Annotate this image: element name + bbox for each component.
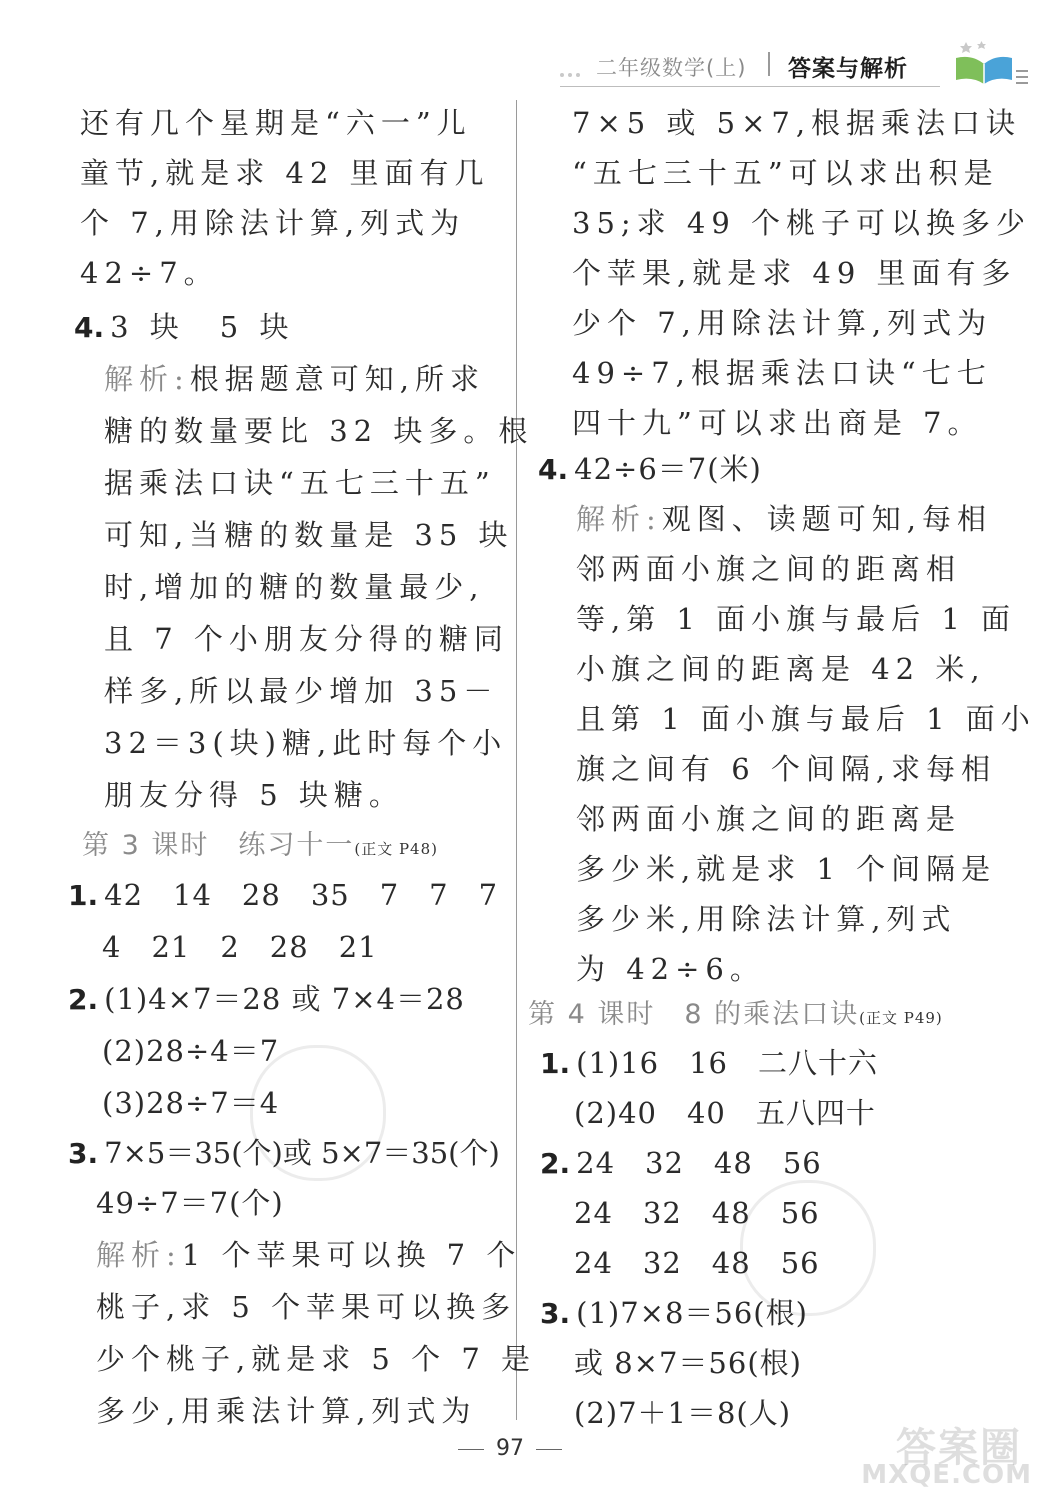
lesson-heading: 第 3 课时 练习十一(正文 P48): [82, 830, 438, 861]
practice-3: 3. 7×5＝35(个)或 5×7＝35(个): [68, 1136, 500, 1170]
decorative-dots: [560, 62, 590, 68]
page-number: 97: [430, 1436, 590, 1461]
explanation-label: 解析:: [104, 362, 190, 396]
text-line: 49÷7＝7(个): [96, 1186, 284, 1220]
explanation-line: 解析:根据题意可知,所求: [104, 362, 485, 396]
text-line: 童节,就是求 42 里面有几: [80, 156, 490, 190]
question-number: 4.: [74, 311, 105, 344]
text-line: 旗之间有 6 个间隔,求每相: [576, 752, 997, 786]
text-line: 32＝3(块)糖,此时每个小: [104, 726, 508, 760]
text-line: 邻两面小旗之间的距离相: [576, 552, 962, 586]
open-book-icon: [950, 40, 1030, 88]
watermark-logo: 答案圈 MXQE.COM: [861, 1425, 1032, 1490]
text-line: 为 42÷6。: [576, 952, 765, 986]
text-line: 邻两面小旗之间的距离是: [576, 802, 962, 836]
text-line: 朋友分得 5 块糖。: [104, 778, 404, 812]
text-line: (2)28÷4＝7: [102, 1034, 280, 1068]
text-line: 据乘法口诀“五七三十五”: [104, 466, 496, 500]
running-header: [560, 40, 1040, 90]
column-divider: [516, 100, 517, 1420]
explanation-line: 解析:1 个苹果可以换 7 个: [96, 1238, 522, 1272]
text-line: 桃子,求 5 个苹果可以换多: [96, 1290, 517, 1324]
lesson-heading: 第 4 课时 8 的乘法口诀(正文 P49): [528, 999, 943, 1030]
text-line: 且第 1 面小旗与最后 1 面小: [576, 702, 1036, 736]
question-4-answer: 4. 3 块 5 块: [74, 310, 295, 344]
text-line: 少个 7,用除法计算,列式为: [572, 306, 993, 340]
text-line: 或 8×7＝56(根): [574, 1346, 802, 1380]
text-line: 糖的数量要比 32 块多。根: [104, 414, 534, 448]
question-4-answer: 4. 42÷6＝7(米): [538, 452, 762, 486]
explanation-label: 解析:: [96, 1238, 182, 1272]
question-number: 3.: [68, 1137, 99, 1170]
text-line: 且 7 个小朋友分得的糖同: [104, 622, 509, 656]
text-line: 42÷7。: [80, 256, 219, 290]
practice-2: 2. (1)4×7＝28 或 7×4＝28: [68, 982, 465, 1016]
text-line: 少个桃子,就是求 5 个 7 是: [96, 1342, 536, 1376]
text-line: 个苹果,就是求 49 里面有多: [572, 256, 1017, 290]
text-line: 4 21 2 28 21: [102, 930, 378, 964]
text-line: “五七三十五”可以求出积是: [572, 156, 999, 190]
practice-1: 1. 42 14 28 35 7 7 7: [68, 878, 499, 912]
book-subject: 二年级数学(上): [596, 56, 747, 80]
explanation-label: 解析:: [576, 502, 662, 536]
question-number: 1.: [540, 1047, 571, 1080]
header-rule: [560, 86, 940, 87]
question-number: 4.: [538, 453, 569, 486]
text-line: 样多,所以最少增加 35－: [104, 674, 499, 708]
question-number: 1.: [68, 879, 99, 912]
text-line: 多少米,就是求 1 个间隔是: [576, 852, 997, 886]
lesson4-question-2: 2. 24 32 48 56: [540, 1146, 822, 1180]
text-line: 24 32 48 56: [574, 1246, 820, 1280]
question-number: 2.: [68, 983, 99, 1016]
text-line: 35;求 49 个桃子可以换多少: [572, 206, 1032, 240]
text-line: 四十九”可以求出商是 7。: [572, 406, 983, 440]
header-separator: [768, 52, 770, 76]
lesson4-question-1: 1. (1)16 16 二八十六: [540, 1046, 879, 1080]
text-line: (2)7＋1＝8(人): [574, 1396, 792, 1430]
text-line: 还有几个星期是“六一”儿: [80, 106, 472, 140]
text-line: 个 7,用除法计算,列式为: [80, 206, 466, 240]
section-title: 答案与解析: [788, 56, 908, 82]
text-line: (2)40 40 五八四十: [574, 1096, 876, 1130]
lesson4-question-3: 3. (1)7×8＝56(根): [540, 1296, 808, 1330]
explanation-line: 解析:观图、读题可知,每相: [576, 502, 992, 536]
text-line: 可知,当糖的数量是 35 块: [104, 518, 514, 552]
text-line: 等,第 1 面小旗与最后 1 面: [576, 602, 1016, 636]
text-line: 24 32 48 56: [574, 1196, 820, 1230]
text-line: 小旗之间的距离是 42 米,: [576, 652, 986, 686]
text-line: (3)28÷7＝4: [102, 1086, 280, 1120]
text-line: 多少米,用除法计算,列式: [576, 902, 957, 936]
text-line: 多少,用乘法计算,列式为: [96, 1394, 477, 1428]
question-number: 2.: [540, 1147, 571, 1180]
text-line: 7×5 或 5×7,根据乘法口诀: [572, 106, 1022, 140]
text-line: 时,增加的糖的数量最少,: [104, 570, 485, 604]
question-number: 3.: [540, 1297, 571, 1330]
text-line: 49÷7,根据乘法口诀“七七: [572, 356, 992, 390]
